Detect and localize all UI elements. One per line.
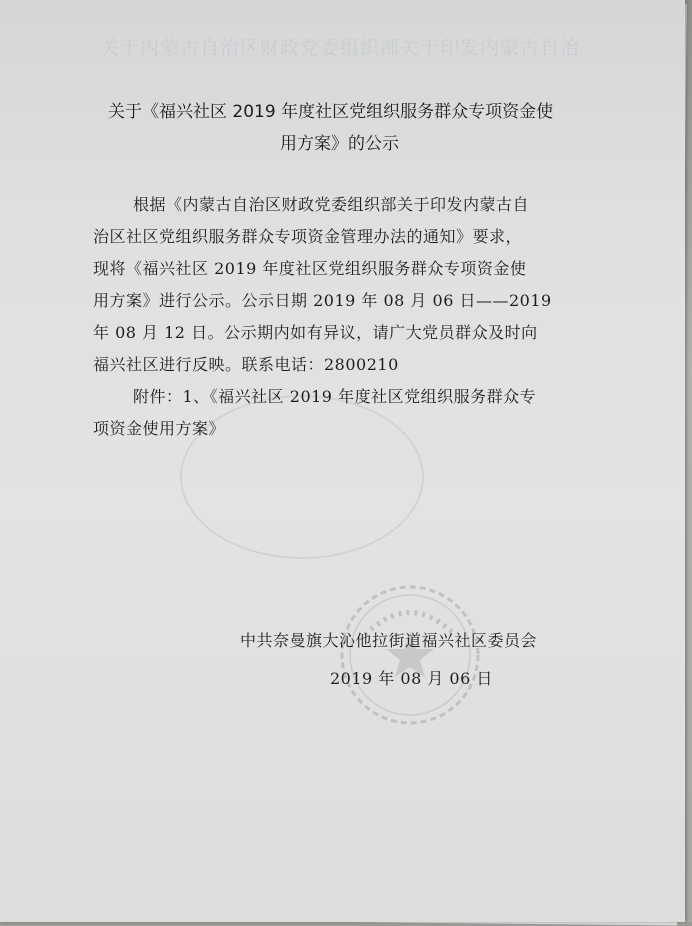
bleed-through-text: 关于内蒙古自治区财政党委组织部关于印发内蒙古自治	[100, 37, 580, 59]
title-line-2: 用方案》的公示	[280, 134, 399, 154]
body-line: 现将《福兴社区 2019 年度社区党组织服务群众专项资金使	[93, 259, 527, 278]
signature-date: 2019 年 08 月 06 日	[330, 669, 493, 688]
body-line: 福兴社区进行反映。联系电话：2800210	[93, 355, 399, 374]
body-line: 年 08 月 12 日。公示期内如有异议，请广大党员群众及时向	[93, 323, 538, 342]
body-line: 治区社区党组织服务群众专项资金管理办法的通知》要求，	[93, 227, 523, 246]
notice-body	[93, 189, 583, 445]
body-line: 用方案》进行公示。公示日期 2019 年 08 月 06 日——2019	[93, 291, 552, 310]
title-line-1: 关于《福兴社区 2019 年度社区党组织服务群众专项资金使	[108, 102, 554, 122]
signature-block	[240, 622, 580, 698]
body-line: 根据《内蒙古自治区财政党委组织部关于印发内蒙古自	[133, 195, 530, 214]
signature-organization: 中共奈曼旗大沁他拉街道福兴社区委员会	[240, 631, 538, 650]
notice-title	[100, 96, 580, 160]
attachment-line: 附件：1、《福兴社区 2019 年度社区党组织服务群众专	[133, 387, 537, 406]
attachment-line: 项资金使用方案》	[93, 419, 226, 438]
